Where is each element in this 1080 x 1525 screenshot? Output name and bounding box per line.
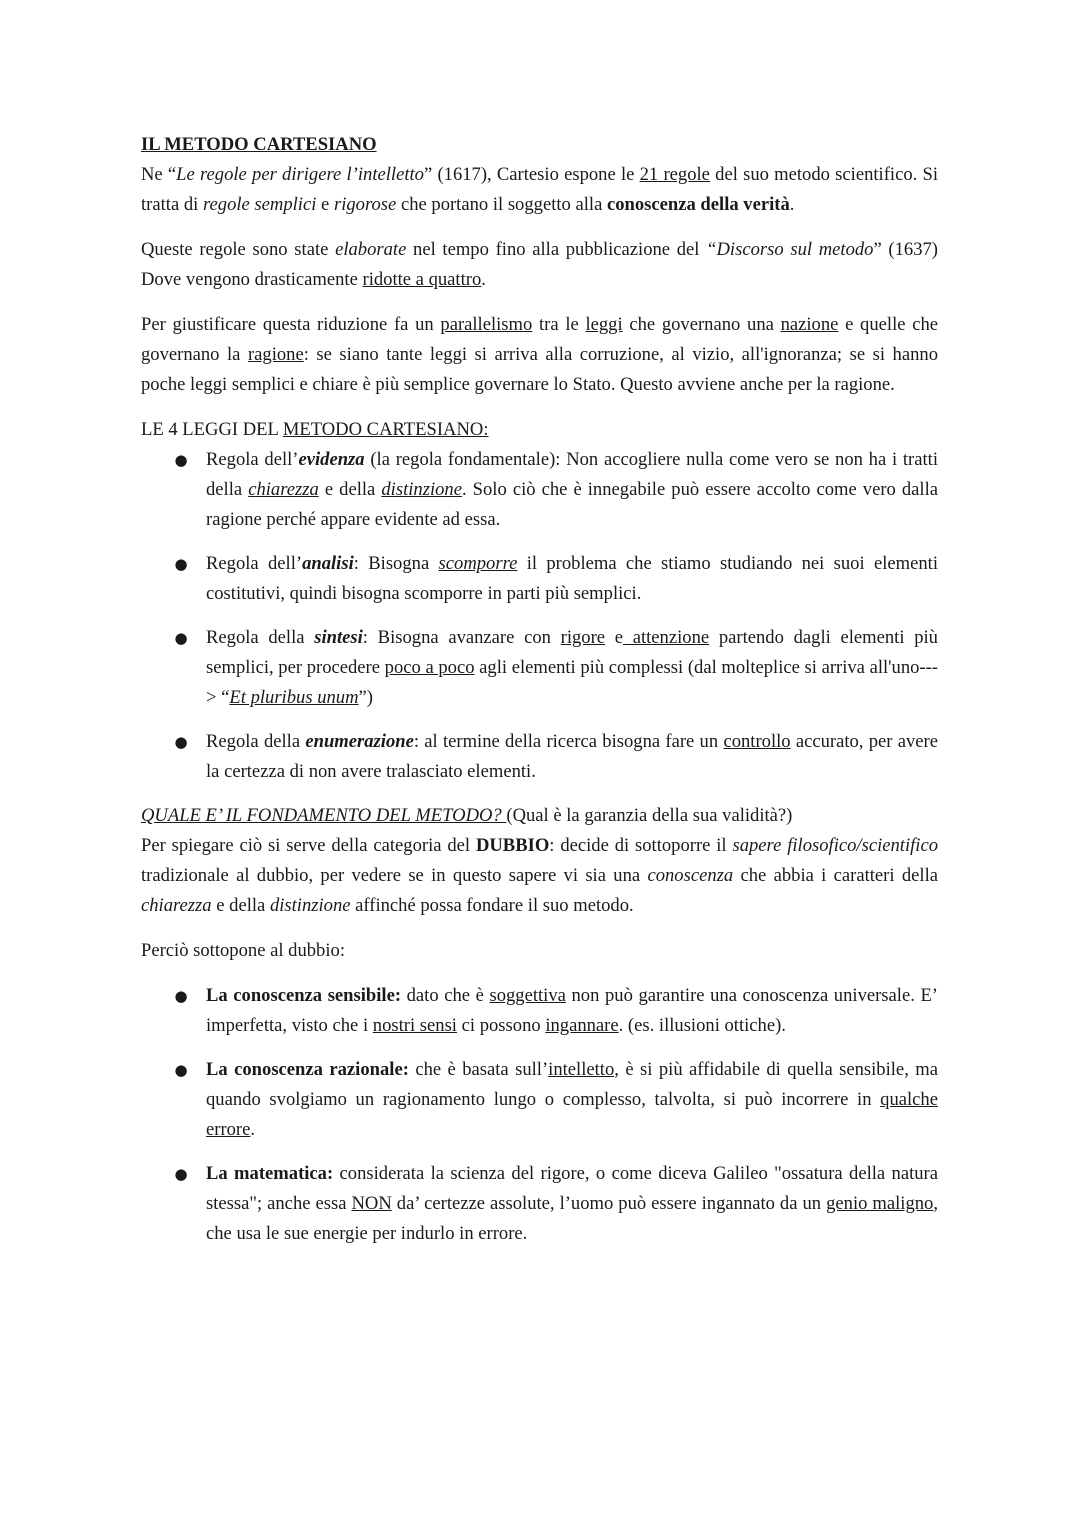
bold-italic-text: sintesi — [314, 627, 363, 648]
underlined-text: poco a poco — [384, 657, 475, 678]
paragraph-rules-intro — [141, 160, 938, 220]
italic-text: sapere filosofico/scientifico — [732, 835, 939, 856]
underlined-text: ragione — [247, 344, 304, 365]
list-item-rule-enumeration — [141, 727, 938, 787]
paragraph-doubt-intro: Perciò sottopone al dubbio: — [141, 940, 345, 961]
text: . — [481, 269, 486, 290]
text: Ne “ — [141, 164, 177, 185]
underlined-text: soggettiva — [489, 985, 566, 1006]
bold-text: DUBBIO — [475, 835, 550, 856]
text: il problema che stiamo studiando nei suoi elementi costitutivi, quindi bisogna scomporre in parti più semplici. — [206, 553, 938, 604]
text: , è si più affidabile di quella sensibile, ma quando svolgiamo un ragionamento lungo o complesso, talvolta, si può incorrere in — [206, 1059, 938, 1110]
bold-italic-text: evidenza — [298, 449, 365, 470]
bold-text: La conoscenza sensibile: — [206, 985, 402, 1006]
underlined-text: scomporre — [438, 553, 518, 574]
list-item-rational-knowledge — [141, 1055, 938, 1145]
underlined-text: 21 regole — [639, 164, 710, 185]
text: che è basata sull’ — [408, 1059, 549, 1080]
text: . Solo ciò che è innegabile può essere accolto come vero dalla ragione perché appare evidente ad essa. — [206, 479, 938, 530]
text: Per giustificare questa riduzione fa un — [141, 314, 441, 335]
bold-italic-text: enumerazione — [305, 731, 414, 752]
text: che abbia i caratteri della — [733, 865, 938, 886]
section-heading-foundation — [141, 801, 938, 831]
text: . (es. illusioni ottiche). — [618, 1015, 786, 1036]
bullet-icon: ● — [174, 987, 188, 1005]
underlined-text: chiarezza — [248, 479, 319, 500]
bullet-icon: ● — [174, 1165, 188, 1183]
italic-text: regole semplici — [202, 194, 317, 215]
text: . — [250, 1119, 256, 1140]
bullet-icon: ● — [174, 555, 188, 573]
underlined-text: nazione — [780, 314, 839, 335]
italic-text: rigorose — [333, 194, 397, 215]
bullet-icon: ● — [174, 1061, 188, 1079]
text: ”) — [358, 687, 373, 708]
underlined-text: parallelismo — [440, 314, 533, 335]
underlined-text: distinzione — [381, 479, 462, 500]
bold-text: La conoscenza razionale: — [206, 1059, 409, 1080]
document-title: IL METODO CARTESIANO — [141, 134, 377, 155]
bold-text: conoscenza della verità — [606, 194, 790, 215]
italic-text: chiarezza — [141, 895, 212, 916]
text: tradizionale al dubbio, per vedere se in questo sapere vi sia una — [141, 865, 648, 886]
bullet-icon: ● — [174, 451, 188, 469]
text: nel tempo fino alla pubblicazione del — [406, 239, 707, 260]
list-item-rule-evidence — [141, 445, 938, 535]
text: Regola della — [206, 731, 306, 752]
text: e della — [211, 895, 270, 916]
text: partendo dagli elementi più semplici, per procedere — [206, 627, 938, 678]
underlined-text: leggi — [585, 314, 623, 335]
text: che portano il soggetto alla — [396, 194, 607, 215]
text: : al termine della ricerca bisogna fare un — [413, 731, 724, 752]
underlined-text: NON — [351, 1193, 392, 1214]
underlined-text: ingannare — [545, 1015, 619, 1036]
italic-text: conoscenza — [647, 865, 734, 886]
list-item-mathematics — [141, 1159, 938, 1249]
text: LE 4 LEGGI DEL — [141, 419, 283, 440]
text: (Qual è la garanzia della sua validità?) — [506, 805, 793, 826]
text: e della — [318, 479, 382, 500]
underlined-text: METODO CARTESIANO: — [282, 419, 489, 440]
text: (la regola fondamentale): Non accogliere nulla come vero se non ha i tratti della — [206, 449, 939, 500]
text: agli elementi più complessi (dal molteplice si arriva all'uno---> “ — [206, 657, 938, 708]
text: considerata la scienza del rigore, o come diceva Galileo "ossatura della natura stessa"; anche essa — [206, 1163, 938, 1214]
list-item-rule-synthesis — [141, 623, 938, 713]
text: del suo metodo scientifico. Si tratta di — [141, 164, 939, 215]
text: Per spiegare ciò si serve della categoria del — [141, 835, 476, 856]
text: e quelle che governano la — [141, 314, 938, 365]
text: : se siano tante leggi si arriva alla corruzione, al vizio, all'ignoranza; se si hanno poche leggi semplici e chiare è più semplice governare lo Stato. Questo avviene anche per la ragione. — [141, 344, 938, 395]
underlined-text: genio maligno — [826, 1193, 934, 1214]
text: affinché possa fondare il suo metodo. — [350, 895, 634, 916]
text: da’ certezze assolute, l’uomo può essere ingannato da un — [391, 1193, 827, 1214]
text: Regola dell’ — [206, 449, 299, 470]
italic-text: elaborate — [335, 239, 407, 260]
text: tra le — [532, 314, 586, 335]
bold-italic-text: analisi — [302, 553, 354, 574]
text: : Bisogna — [353, 553, 439, 574]
text: Queste regole sono state — [141, 239, 336, 260]
text: e — [605, 627, 624, 648]
bullet-icon: ● — [174, 733, 188, 751]
paragraph-discourse — [141, 235, 938, 295]
text: accurato, per avere la certezza di non avere tralasciato elementi. — [206, 731, 938, 782]
text: che governano una — [622, 314, 781, 335]
bold-text: La matematica: — [206, 1163, 334, 1184]
underlined-text: nostri sensi — [372, 1015, 457, 1036]
text: ci possono — [456, 1015, 546, 1036]
underlined-text: qualche errore — [206, 1089, 938, 1140]
underlined-text: rigore — [560, 627, 606, 648]
document-page — [141, 130, 938, 1263]
text: , che usa le sue energie per indurlo in errore. — [206, 1193, 938, 1244]
book-title: Le regole per dirigere l’intelletto — [176, 164, 424, 185]
list-item-sensible-knowledge — [141, 981, 938, 1041]
paragraph-doubt — [141, 831, 938, 921]
text: non può garantire una conoscenza universale. E’ imperfetta, visto che i — [206, 985, 938, 1036]
paragraph-parallelism — [141, 310, 938, 400]
text: dato che è — [401, 985, 490, 1006]
underlined-text: attenzione — [623, 627, 710, 648]
section-heading-four-laws — [141, 415, 938, 445]
latin-motto: Et pluribus unum — [229, 687, 359, 708]
underlined-text: ridotte a quattro — [362, 269, 482, 290]
text: ” (1637) Dove vengono drasticamente — [141, 239, 938, 290]
list-item-rule-analysis — [141, 549, 938, 609]
text: ” (1617), Cartesio espone le — [423, 164, 640, 185]
rules-list — [141, 445, 938, 787]
text: Regola dell’ — [206, 553, 303, 574]
text: : Bisogna avanzare con — [362, 627, 561, 648]
underlined-text: intelletto — [548, 1059, 615, 1080]
italic-underlined-text: QUALE E’ IL FONDAMENTO DEL METODO? — [141, 805, 507, 826]
text: : decide di sottoporre il — [549, 835, 733, 856]
underlined-text: controllo — [723, 731, 791, 752]
text: Regola della — [206, 627, 315, 648]
text: . — [789, 194, 795, 215]
doubts-list — [141, 981, 938, 1249]
text: e — [316, 194, 334, 215]
italic-text: distinzione — [269, 895, 351, 916]
bullet-icon: ● — [174, 629, 188, 647]
book-title: “Discorso sul metodo — [706, 239, 874, 260]
